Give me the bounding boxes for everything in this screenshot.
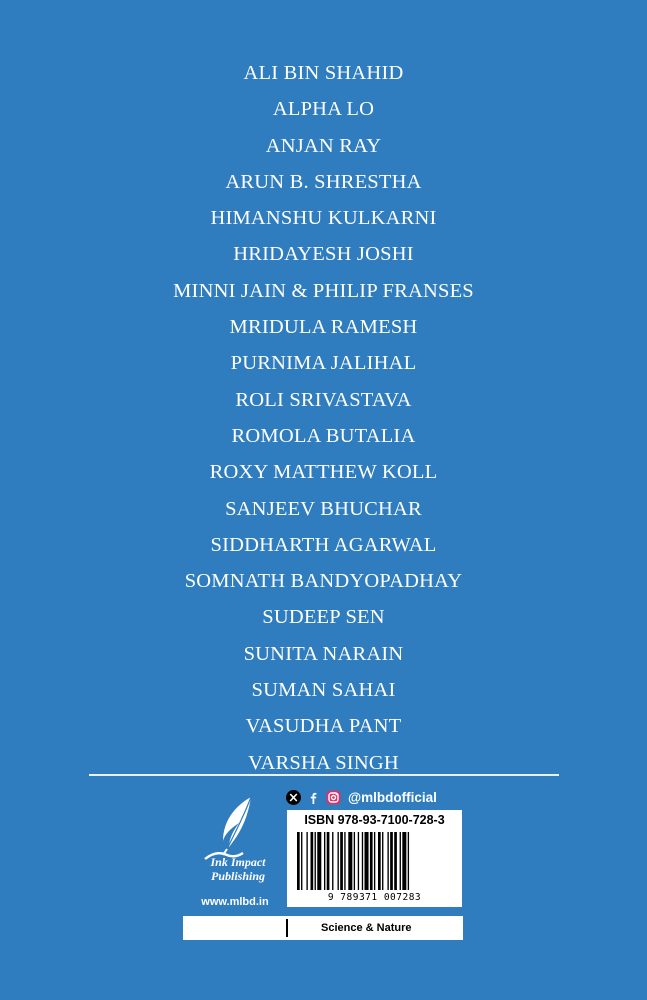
author-name: HIMANSHU KULKARNI (210, 207, 437, 230)
publisher-name-line2: Publishing (210, 869, 266, 883)
author-name: SUNITA NARAIN (243, 642, 404, 665)
author-name: ANJAN RAY (265, 134, 382, 157)
author-name: VASUDHA PANT (245, 715, 402, 738)
isbn-label: ISBN 978-93-7100-728-3 (304, 813, 445, 827)
author-name: PURNIMA JALIHAL (230, 352, 417, 375)
barcode-digits: 9 789371 007283 (327, 892, 422, 903)
social-handle[interactable]: @mlbdofficial (348, 789, 437, 805)
author-name: ROXY MATTHEW KOLL (209, 461, 438, 484)
publisher-name (183, 855, 293, 883)
author-name: SOMNATH BANDYOPADHAY (184, 570, 463, 593)
barcode-bars (295, 832, 454, 892)
strip-divider (286, 919, 288, 937)
author-name: ARUN B. SHRESTHA (225, 170, 422, 193)
publisher-website[interactable]: www.mlbd.in (201, 896, 269, 908)
author-name: MINNI JAIN & PHILIP FRANSES (173, 279, 474, 302)
instagram-icon[interactable] (326, 790, 341, 805)
author-name: VARSHA SINGH (248, 751, 399, 774)
barcode-panel (287, 810, 462, 907)
author-name: SUMAN SAHAI (251, 679, 396, 702)
quill-pen-icon (193, 793, 283, 908)
divider-line (89, 774, 559, 776)
social-links (286, 788, 437, 806)
author-name: ROMOLA BUTALIA (231, 424, 416, 447)
author-name: MRIDULA RAMESH (229, 316, 418, 339)
facebook-icon[interactable] (306, 790, 321, 805)
author-name: SIDDHARTH AGARWAL (210, 533, 437, 556)
author-name: ALPHA LO (272, 98, 375, 121)
category-label: Science & Nature (321, 922, 412, 934)
author-name: SANJEEV BHUCHAR (225, 497, 422, 520)
author-list (0, 55, 647, 781)
category-strip (183, 916, 463, 940)
author-name: SUDEEP SEN (262, 606, 385, 629)
author-name: ROLI SRIVASTAVA (235, 388, 412, 411)
author-name: HRIDAYESH JOSHI (233, 243, 414, 266)
author-name: ALI BIN SHAHID (243, 62, 404, 84)
x-icon[interactable] (286, 790, 301, 805)
publisher-name-line1: Ink Impact (210, 855, 266, 869)
